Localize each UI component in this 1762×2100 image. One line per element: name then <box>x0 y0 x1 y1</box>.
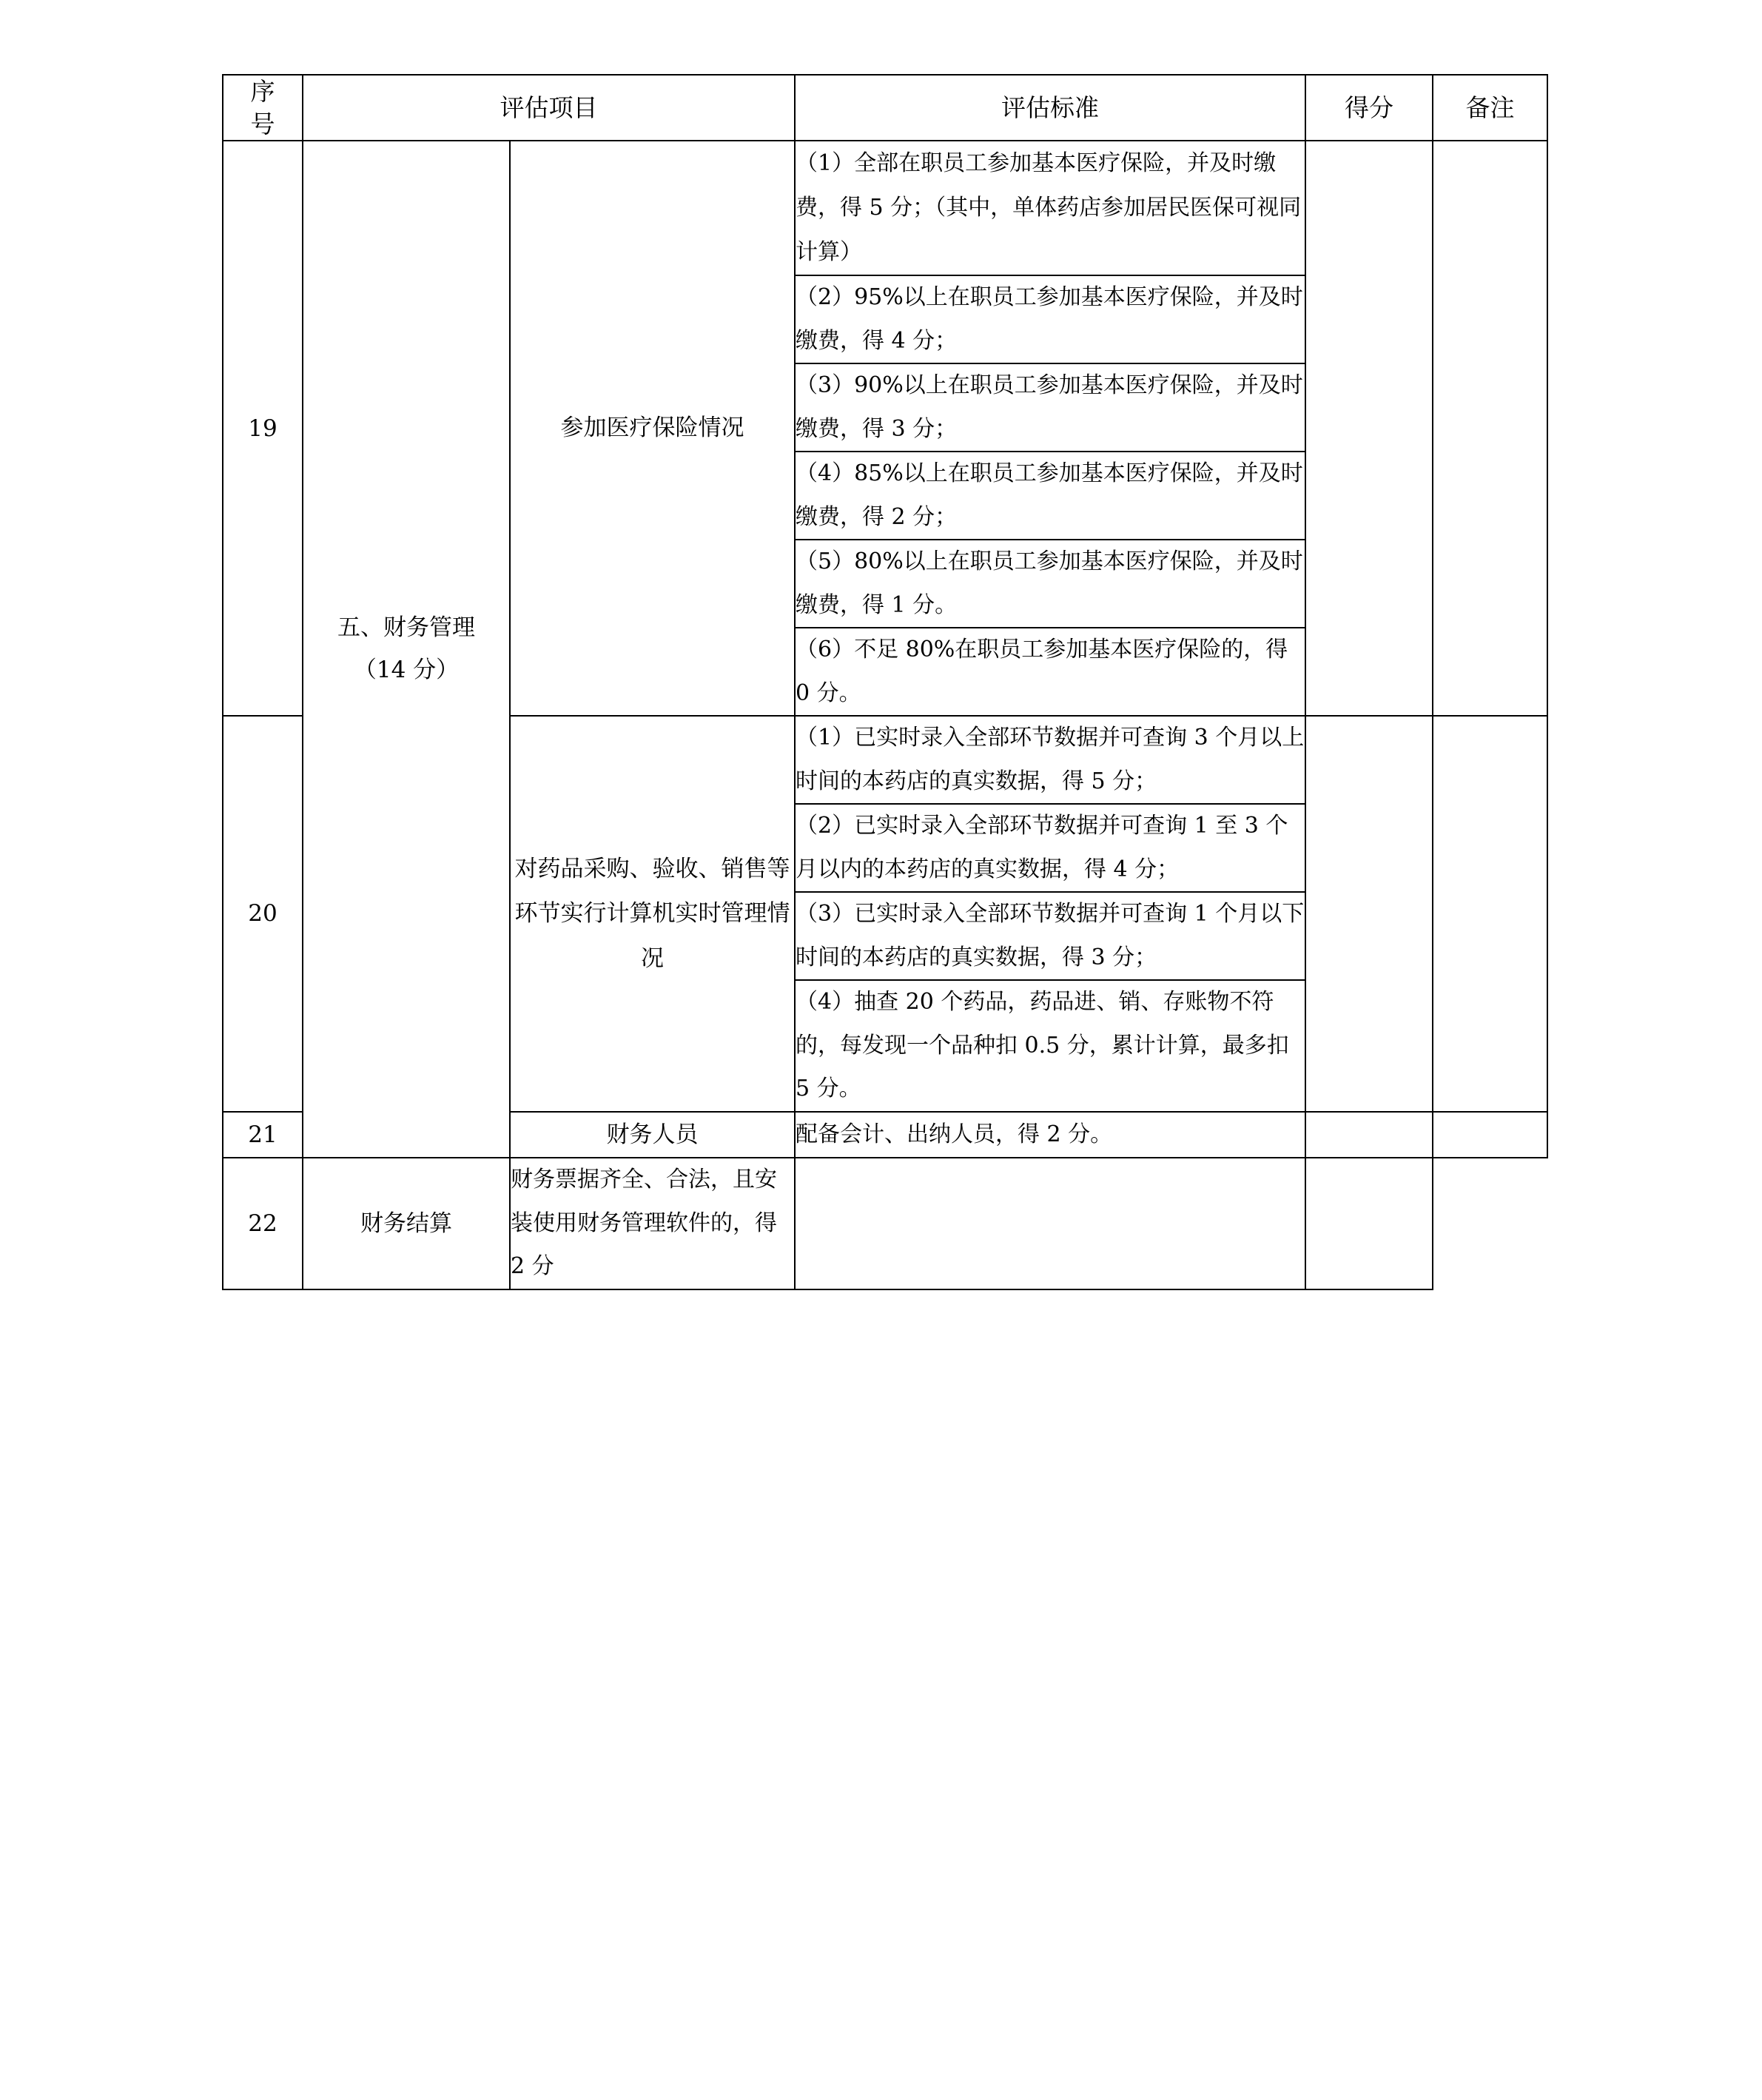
row-19-standard-4: （4）85%以上在职员工参加基本医疗保险，并及时缴费，得 2 分； <box>795 452 1305 540</box>
row-19-score[interactable] <box>1305 141 1433 716</box>
row-seq-21: 21 <box>223 1112 303 1158</box>
row-22-score[interactable] <box>795 1158 1305 1289</box>
header-seq <box>223 75 303 141</box>
category-line-2: （14 分） <box>353 657 460 684</box>
table-row <box>223 1158 1547 1289</box>
table-header-row <box>223 75 1547 141</box>
header-item-group: 评估项目 <box>303 75 795 141</box>
assessment-table <box>222 74 1548 1290</box>
row-19-standard-2: （2）95%以上在职员工参加基本医疗保险，并及时缴费，得 4 分； <box>795 275 1305 363</box>
category-line-1: 五、财务管理 <box>337 614 475 641</box>
row-19-standard-3: （3）90%以上在职员工参加基本医疗保险，并及时缴费，得 3 分； <box>795 363 1305 452</box>
table-row <box>223 141 1547 275</box>
row-20-standard-1: （1）已实时录入全部环节数据并可查询 3 个月以上时间的本药店的真实数据，得 5 分； <box>795 716 1305 804</box>
row-20-standard-3: （3）已实时录入全部环节数据并可查询 1 个月以下时间的本药店的真实数据，得 3 分； <box>795 892 1305 980</box>
row-20-standard-4: （4）抽查 20 个药品，药品进、销、存账物不符的，每发现一个品种扣 0.5 分，累计计算，最多扣 5 分。 <box>795 980 1305 1112</box>
row-19-standard-1: （1）全部在职员工参加基本医疗保险，并及时缴费，得 5 分；（其中，单体药店参加居民医保可视同计算） <box>795 141 1305 275</box>
header-seq-line1: 序 <box>250 77 275 106</box>
row-seq-22: 22 <box>223 1158 303 1289</box>
row-item-22: 财务结算 <box>303 1158 510 1289</box>
header-standard: 评估标准 <box>795 75 1305 141</box>
header-score: 得分 <box>1305 75 1433 141</box>
row-21-score[interactable] <box>1305 1112 1433 1158</box>
row-seq-19: 19 <box>223 141 303 716</box>
row-seq-20: 20 <box>223 716 303 1112</box>
row-19-standard-6: （6）不足 80%在职员工参加基本医疗保险的，得 0 分。 <box>795 628 1305 716</box>
row-22-standard-1: 财务票据齐全、合法，且安装使用财务管理软件的，得 2 分 <box>510 1158 795 1289</box>
row-19-standard-5: （5）80%以上在职员工参加基本医疗保险，并及时缴费，得 1 分。 <box>795 540 1305 628</box>
row-19-remark[interactable] <box>1433 141 1547 716</box>
row-22-remark[interactable] <box>1305 1158 1433 1289</box>
assessment-table-wrapper <box>222 74 1547 1290</box>
category-cell <box>303 141 510 1158</box>
row-20-remark[interactable] <box>1433 716 1547 1112</box>
row-20-score[interactable] <box>1305 716 1433 1112</box>
row-item-19: 参加医疗保险情况 <box>510 141 795 716</box>
header-seq-line2: 号 <box>250 109 275 138</box>
row-20-standard-2: （2）已实时录入全部环节数据并可查询 1 至 3 个月以内的本药店的真实数据，得 4 分； <box>795 804 1305 892</box>
row-21-standard-1: 配备会计、出纳人员，得 2 分。 <box>795 1112 1305 1158</box>
row-item-21: 财务人员 <box>510 1112 795 1158</box>
row-21-remark[interactable] <box>1433 1112 1547 1158</box>
header-remark: 备注 <box>1433 75 1547 141</box>
row-item-20: 对药品采购、验收、销售等环节实行计算机实时管理情况 <box>510 716 795 1112</box>
